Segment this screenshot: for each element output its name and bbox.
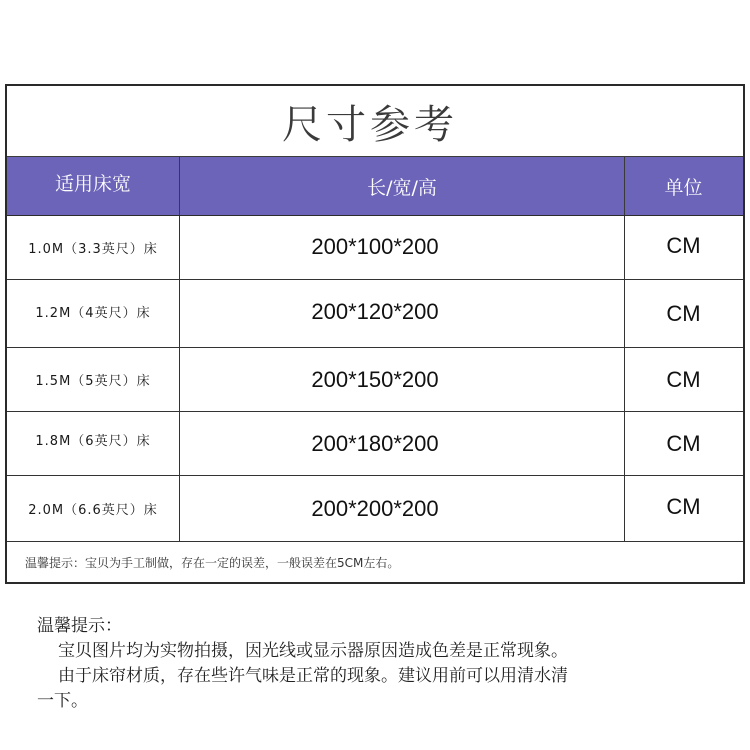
table-note: 温馨提示：宝贝为手工制做，存在一定的误差，一般误差在5CM左右。 [25, 555, 400, 570]
bed-size-cell: 1.2M（4英尺）床 [35, 305, 151, 321]
unit-cell: CM [666, 430, 701, 456]
reminder-title: 温馨提示： [37, 616, 122, 636]
table-row [7, 280, 743, 348]
table-row [7, 476, 743, 542]
unit-cell: CM [666, 366, 701, 392]
dimensions-cell: 200*100*200 [311, 234, 439, 259]
reminder-line: 由于床帘材质，存在些许气味是正常的现象。建议用前可以用清水清 [58, 666, 568, 686]
header-unit: 单位 [664, 176, 703, 199]
unit-cell: CM [666, 493, 701, 519]
table-title: 尺寸参考 [282, 101, 458, 148]
bed-size-cell: 2.0M（6.6英尺）床 [28, 503, 158, 518]
header-dimensions: 长/宽/高 [367, 176, 437, 199]
reminder-block [37, 614, 743, 714]
table-row [7, 348, 743, 412]
unit-cell: CM [666, 300, 701, 326]
bed-size-cell: 1.0M（3.3英尺）床 [28, 242, 158, 257]
dimensions-cell: 200*150*200 [311, 366, 439, 392]
table-row [7, 412, 743, 476]
table-title-row [7, 86, 743, 156]
dimensions-cell: 200*120*200 [311, 298, 439, 324]
dimensions-cell: 200*180*200 [311, 430, 439, 456]
header-bed-width: 适用床宽 [54, 172, 131, 195]
dimensions-cell: 200*200*200 [311, 495, 439, 521]
reminder-line: 宝贝图片均为实物拍摄，因光线或显示器原因造成色差是正常现象。 [58, 641, 568, 661]
unit-cell: CM [666, 232, 701, 258]
reminder-line: 一下。 [37, 691, 88, 711]
table-row [7, 216, 743, 280]
table-header-row [7, 156, 743, 216]
bed-size-cell: 1.5M（5英尺）床 [35, 374, 151, 389]
bed-size-cell: 1.8M（6英尺）床 [35, 434, 151, 449]
size-reference-table [5, 84, 745, 584]
